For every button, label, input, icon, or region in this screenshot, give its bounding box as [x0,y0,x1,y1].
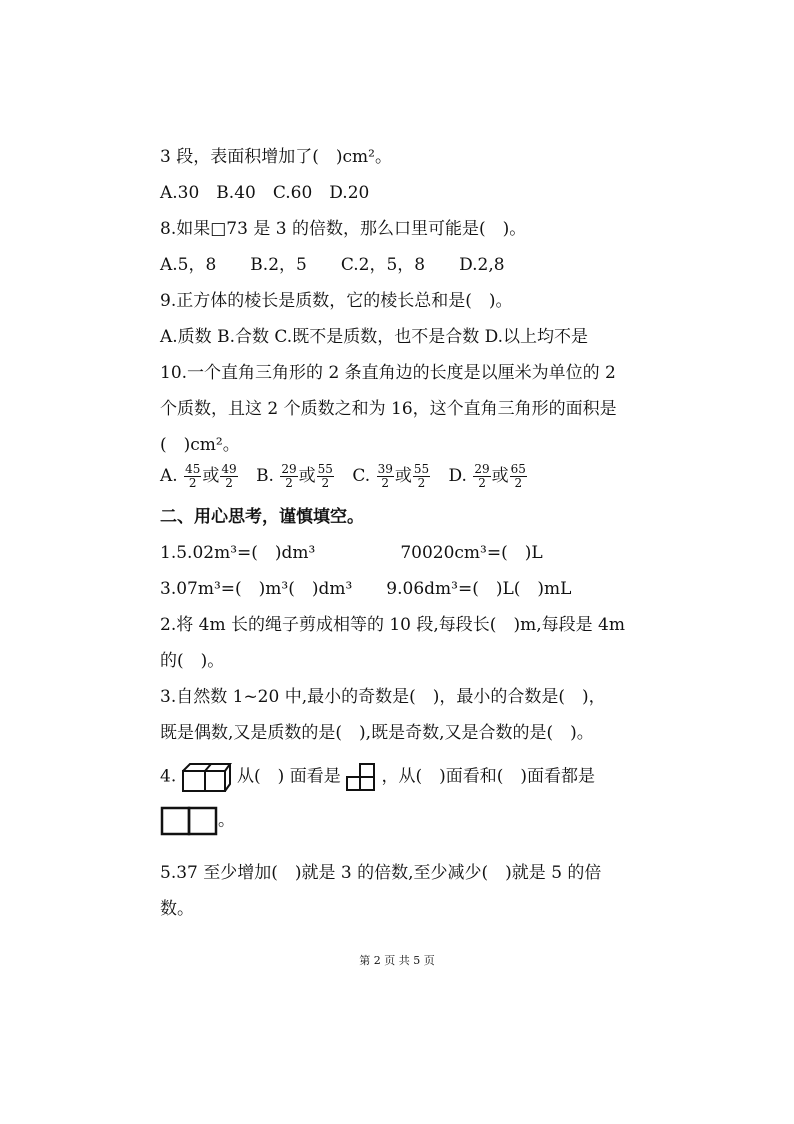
option-letter: D. [448,466,467,486]
fraction-options [160,463,540,490]
numerator: 29 [474,462,490,476]
question-2: 2.将 4m 长的绳子剪成相等的 10 段,每段长( )m,每段是 4m [160,615,625,635]
text-line: ( )cm²。 [160,435,240,455]
fraction [473,463,490,490]
denominator: 2 [417,476,426,490]
option-letter: A. [160,466,178,486]
denominator: 2 [381,476,390,490]
question-9: 9.正方体的棱长是质数，它的棱长总和是( )。 [160,291,513,311]
option-letter: C. [352,466,371,486]
denominator: 2 [225,476,233,490]
fraction [280,463,297,490]
denominator: 2 [478,476,486,490]
numerator: 49 [221,462,237,476]
cube-stack-icon [182,762,232,792]
numerator: 39 [377,462,393,476]
question-number: 4. [160,766,177,787]
question-3: 3.自然数 1~20 中,最小的奇数是( )，最小的合数是( )， [160,687,606,707]
fraction [377,463,394,490]
denominator: 2 [285,476,293,490]
option-b [256,463,335,490]
option-c [352,463,431,490]
text-line: 个质数，且这 2 个质数之和为 16，这个直角三角形的面积是 [160,399,617,419]
denominator: 2 [514,476,523,490]
fraction [317,463,334,490]
question-10: 10.一个直角三角形的 2 条直角边的长度是以厘米为单位的 2 [160,363,616,383]
section-title: 二、用心思考，谨慎填空。 [160,507,364,527]
option-d [449,463,528,490]
top-view-shape-icon [346,763,376,791]
or-word: 或 [491,466,509,486]
text-line: A.30 B.40 C.60 D.20 [160,183,370,203]
text-line: 的( )。 [160,651,225,671]
text-line: A.质数 B.合数 C.既不是质数，也不是合数 D.以上均不是 [160,327,589,347]
numerator: 45 [185,462,201,476]
fraction [220,463,237,490]
or-word: 或 [298,466,316,486]
question-1: 1.5.02m³=( )dm³ 70020cm³=( )L [160,543,543,563]
question-4-text: 从( ) 面看是 [237,766,341,787]
question-4 [160,762,595,792]
two-squares-shape-icon [160,806,218,836]
question-4-end: 。 [218,810,235,831]
option-letter: B. [256,466,274,486]
denominator: 2 [321,476,330,490]
question-8: 8.如果□73 是 3 的倍数，那么口里可能是( )。 [160,219,527,239]
text-line: 既是偶数,又是质数的是( ),既是奇数,又是合数的是( )。 [160,723,594,743]
numerator: 55 [413,462,430,476]
question-4-text: ，从( )面看和( )面看都是 [381,766,596,787]
numerator: 29 [281,462,297,476]
question-4-continued [160,806,235,836]
denominator: 2 [188,476,197,490]
fraction [510,463,527,490]
text-line: 3 段，表面积增加了( )cm²。 [160,147,392,167]
option-a [160,463,239,490]
or-word: 或 [394,466,412,486]
text-line: 数。 [160,899,194,919]
numerator: 65 [510,462,526,476]
text-line: A.5，8 B.2，5 C.2，5，8 D.2,8 [160,255,505,275]
page-footer: 第 2 页 共 5 页 [359,954,435,967]
question-5: 5.37 至少增加( )就是 3 的倍数,至少减少( )就是 5 的倍 [160,863,602,883]
text-line: 3.07m³=( )m³( )dm³ 9.06dm³=( )L( )mL [160,579,572,599]
fraction [184,463,201,490]
fraction [413,463,430,490]
or-word: 或 [202,466,220,486]
numerator: 55 [317,462,333,476]
